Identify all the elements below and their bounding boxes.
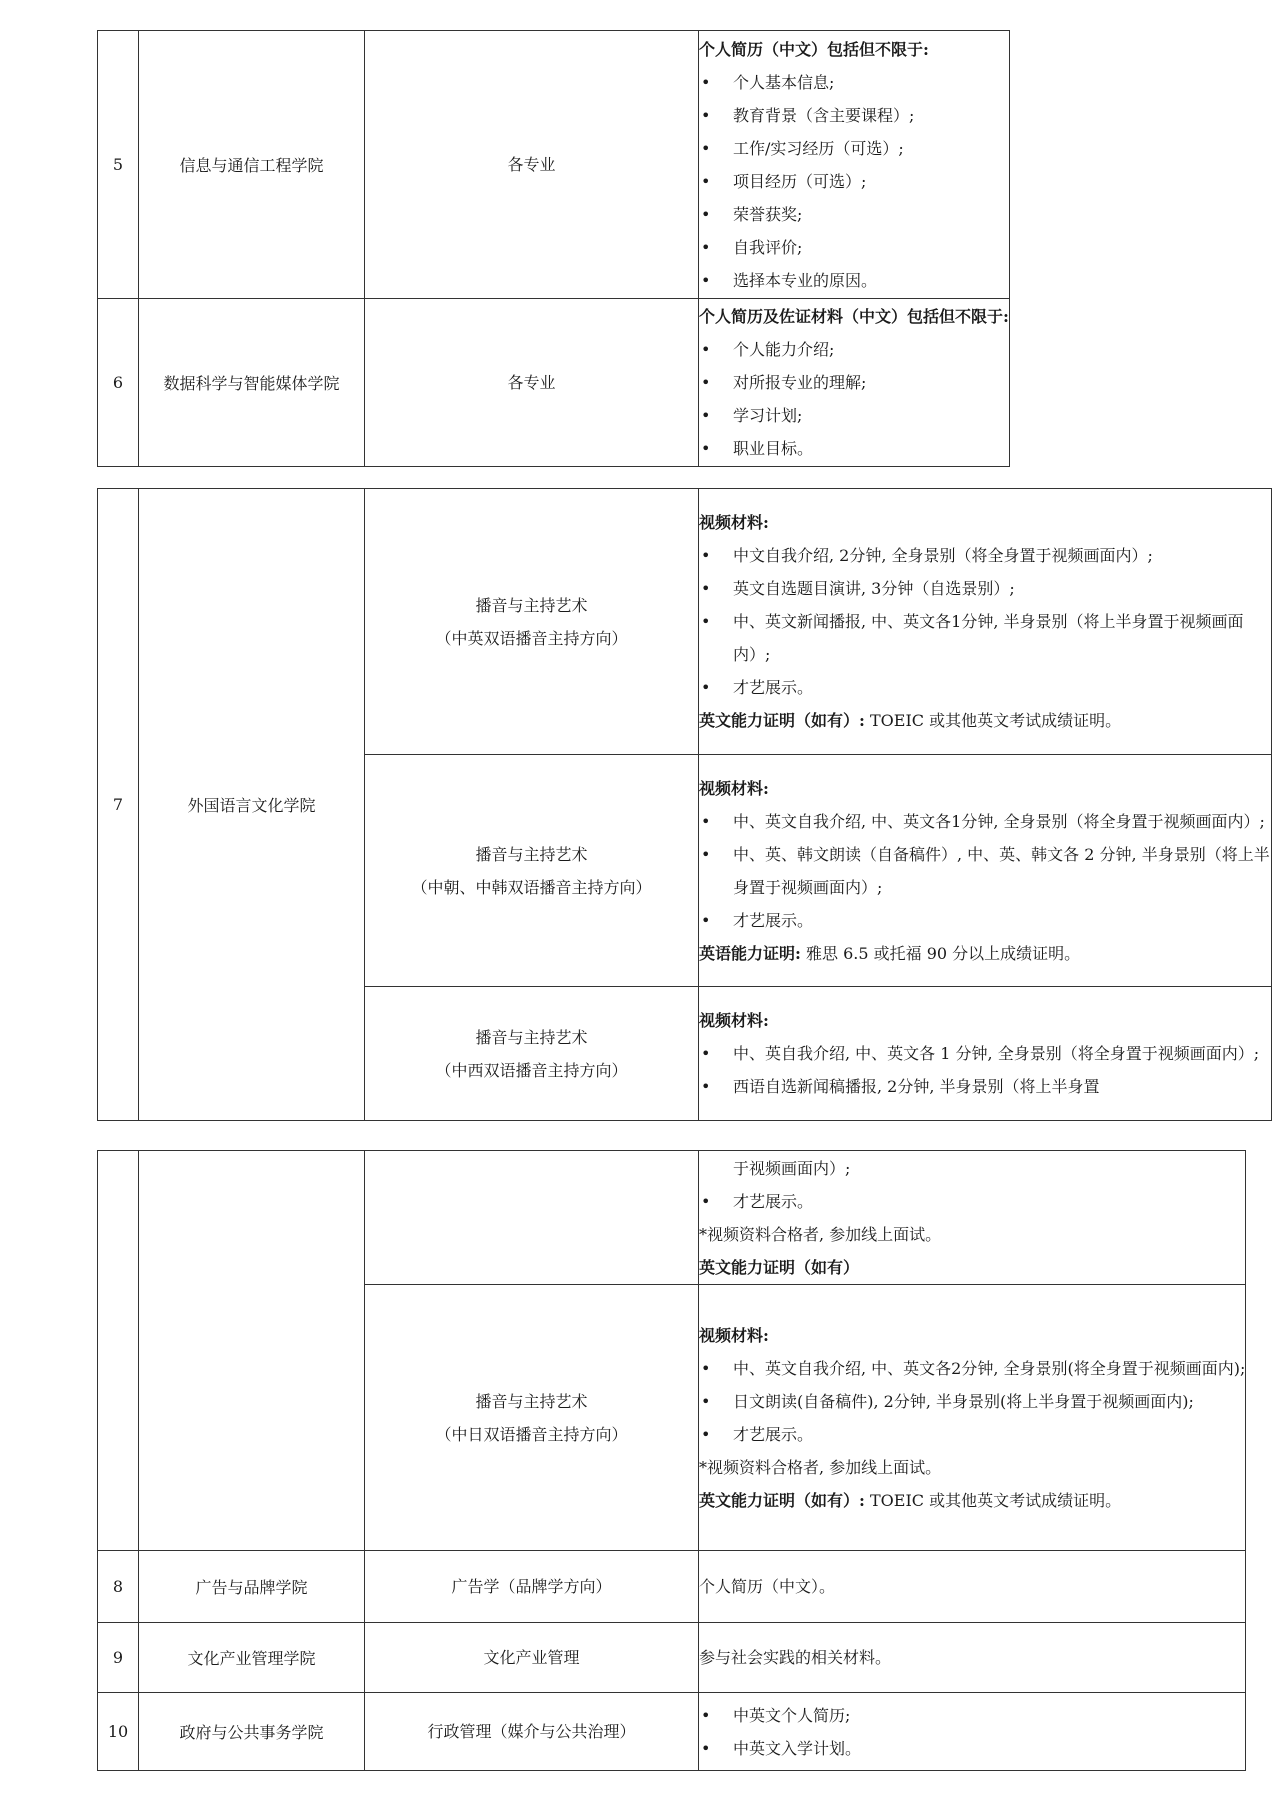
list-item: • 选择本专业的原因。 bbox=[699, 264, 1009, 297]
table-row bbox=[98, 489, 1272, 755]
list-item: • 中文自我介绍, 2分钟, 全身景别（将全身置于视频画面内）; bbox=[699, 539, 1271, 572]
college-name: 数据科学与智能媒体学院 bbox=[139, 299, 365, 467]
major-direction: （中西双语播音主持方向） bbox=[435, 1060, 628, 1080]
requirements-heading: 视频材料: bbox=[699, 1011, 769, 1030]
language-proof bbox=[699, 1484, 1245, 1517]
requirements-cell bbox=[699, 1693, 1246, 1771]
note-text: *视频资料合格者, 参加线上面试。 bbox=[699, 1457, 942, 1477]
table-row bbox=[98, 299, 1010, 467]
language-proof-label: 英文能力证明（如有）: bbox=[699, 711, 865, 730]
list-item: • 工作/实习经历（可选）; bbox=[699, 132, 1009, 165]
college-name: 文化产业管理学院 bbox=[139, 1623, 365, 1693]
list-item: • 中英文个人简历; bbox=[699, 1699, 1245, 1732]
language-proof bbox=[699, 704, 1271, 737]
requirements-list bbox=[699, 1352, 1245, 1451]
table-row bbox=[98, 31, 1010, 299]
requirements-list bbox=[699, 539, 1271, 704]
list-item: • 个人基本信息; bbox=[699, 66, 1009, 99]
list-item: • 英文自选题目演讲, 3分钟（自选景别）; bbox=[699, 572, 1271, 605]
requirements-text: 个人简历（中文）。 bbox=[699, 1551, 1246, 1623]
list-item: • 才艺展示。 bbox=[699, 671, 1271, 704]
list-item: • 才艺展示。 bbox=[699, 904, 1271, 937]
college-name: 外国语言文化学院 bbox=[139, 489, 365, 1121]
major-name: 各专业 bbox=[365, 299, 699, 467]
major-name: 文化产业管理 bbox=[365, 1623, 699, 1693]
major-continued bbox=[365, 1151, 699, 1285]
list-item: • 日文朗读(自备稿件), 2分钟, 半身景别(将上半身置于视频画面内); bbox=[699, 1385, 1245, 1418]
list-item: • 才艺展示。 bbox=[699, 1418, 1245, 1451]
requirements-list bbox=[699, 66, 1009, 297]
table-block-2 bbox=[97, 488, 1272, 1121]
language-proof-text: TOEIC 或其他英文考试成绩证明。 bbox=[864, 1490, 1122, 1510]
list-item: • 中英文入学计划。 bbox=[699, 1732, 1245, 1765]
requirements-cell bbox=[699, 489, 1272, 755]
list-item: • 项目经历（可选）; bbox=[699, 165, 1009, 198]
major-name bbox=[365, 755, 699, 987]
list-item: • 学习计划; bbox=[699, 399, 1009, 432]
requirements-text: 参与社会实践的相关材料。 bbox=[699, 1623, 1246, 1693]
list-item: • 职业目标。 bbox=[699, 432, 1009, 465]
requirements-cell bbox=[699, 299, 1010, 467]
major-direction: （中朝、中韩双语播音主持方向） bbox=[411, 877, 652, 897]
language-proof-label: 英语能力证明: bbox=[699, 943, 801, 963]
table-block-3 bbox=[97, 1150, 1246, 1771]
major-direction: （中日双语播音主持方向） bbox=[435, 1424, 628, 1444]
college-continued bbox=[139, 1151, 365, 1551]
list-item: • 西语自选新闻稿播报, 2分钟, 半身景别（将上半身置 bbox=[699, 1070, 1271, 1103]
requirements-list bbox=[699, 1185, 1245, 1218]
requirements-list bbox=[699, 333, 1009, 465]
table-row bbox=[98, 1151, 1246, 1285]
requirements-list bbox=[699, 805, 1271, 937]
requirements-list bbox=[699, 1037, 1271, 1103]
list-item: • 中、英自我介绍, 中、英文各 1 分钟, 全身景别（将全身置于视频画面内）; bbox=[699, 1037, 1271, 1070]
requirements-cell bbox=[699, 755, 1272, 987]
requirements-cell bbox=[699, 987, 1272, 1121]
requirements-heading: 视频材料: bbox=[699, 1325, 769, 1345]
list-item: • 中、英文自我介绍, 中、英文各2分钟, 全身景别(将全身置于视频画面内); bbox=[699, 1352, 1245, 1385]
table-row bbox=[98, 1693, 1246, 1771]
requirements-cell bbox=[699, 1151, 1246, 1285]
major-line: 播音与主持艺术 bbox=[475, 844, 588, 864]
list-item: • 个人能力介绍; bbox=[699, 333, 1009, 366]
requirements-cell bbox=[699, 1285, 1246, 1551]
row-number: 8 bbox=[98, 1551, 139, 1623]
college-name: 政府与公共事务学院 bbox=[139, 1693, 365, 1771]
major-line: 播音与主持艺术 bbox=[475, 1027, 588, 1047]
list-item: • 荣誉获奖; bbox=[699, 198, 1009, 231]
row-number: 7 bbox=[98, 489, 139, 1121]
college-name: 信息与通信工程学院 bbox=[139, 31, 365, 299]
row-number: 5 bbox=[98, 31, 139, 299]
major-name bbox=[365, 987, 699, 1121]
table-row bbox=[98, 1623, 1246, 1693]
major-name: 各专业 bbox=[365, 31, 699, 299]
major-line: 播音与主持艺术 bbox=[475, 1391, 588, 1411]
major-name: 广告学（品牌学方向） bbox=[365, 1551, 699, 1623]
note-text: *视频资料合格者, 参加线上面试。 bbox=[699, 1224, 942, 1244]
language-proof-text: TOEIC 或其他英文考试成绩证明。 bbox=[864, 711, 1122, 730]
list-item: • 对所报专业的理解; bbox=[699, 366, 1009, 399]
requirements-heading: 个人简历（中文）包括但不限于: bbox=[699, 39, 929, 59]
requirements-cell bbox=[699, 31, 1010, 299]
row-number: 9 bbox=[98, 1623, 139, 1693]
list-item: • 教育背景（含主要课程）; bbox=[699, 99, 1009, 132]
list-item: • 自我评价; bbox=[699, 231, 1009, 264]
list-item: • 中、英文新闻播报, 中、英文各1分钟, 半身景别（将上半身置于视频画面内）; bbox=[699, 605, 1271, 671]
requirements-heading: 个人简历及佐证材料（中文）包括但不限于: bbox=[699, 307, 1009, 326]
list-item: • 中、英、韩文朗读（自备稿件）, 中、英、韩文各 2 分钟, 半身景别（将上半身置于视频画面内）; bbox=[699, 838, 1271, 904]
major-line: 播音与主持艺术 bbox=[475, 595, 588, 615]
table-row bbox=[98, 1551, 1246, 1623]
language-proof-text: 雅思 6.5 或托福 90 分以上成绩证明。 bbox=[800, 943, 1081, 963]
continued-line: 于视频画面内）; bbox=[733, 1158, 851, 1178]
major-name bbox=[365, 1285, 699, 1551]
major-name bbox=[365, 489, 699, 755]
major-name: 行政管理（媒介与公共治理） bbox=[365, 1693, 699, 1771]
row-number-continued bbox=[98, 1151, 139, 1551]
list-item: • 才艺展示。 bbox=[699, 1185, 1245, 1218]
requirements-heading: 视频材料: bbox=[699, 778, 769, 798]
college-name: 广告与品牌学院 bbox=[139, 1551, 365, 1623]
language-proof-label: 英文能力证明（如有）: bbox=[699, 1490, 865, 1510]
language-proof-label: 英文能力证明（如有） bbox=[699, 1257, 860, 1277]
major-direction: （中英双语播音主持方向） bbox=[435, 628, 628, 648]
requirements-heading: 视频材料: bbox=[699, 513, 769, 532]
row-number: 10 bbox=[98, 1693, 139, 1771]
table-block-1 bbox=[97, 30, 1010, 467]
row-number: 6 bbox=[98, 299, 139, 467]
list-item: • 中、英文自我介绍, 中、英文各1分钟, 全身景别（将全身置于视频画面内）; bbox=[699, 805, 1271, 838]
language-proof bbox=[699, 937, 1271, 970]
requirements-list bbox=[699, 1699, 1245, 1765]
